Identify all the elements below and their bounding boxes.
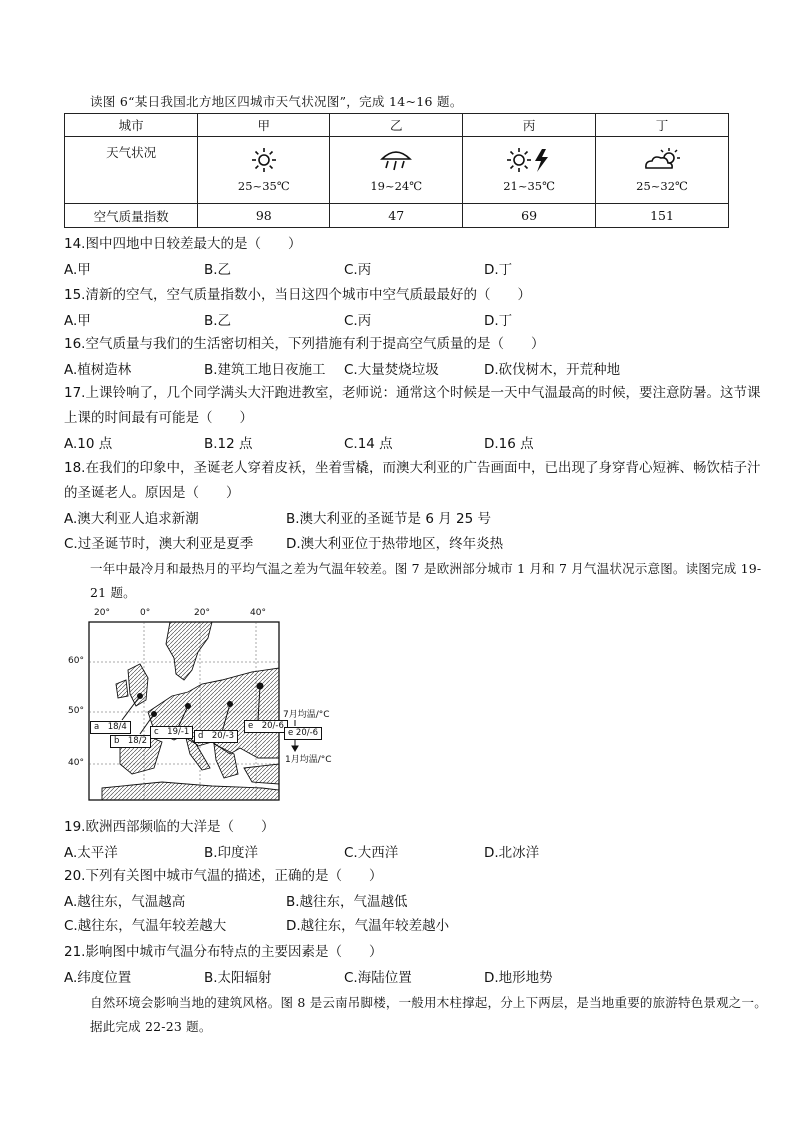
- header-city: 城市: [65, 114, 198, 137]
- q14-option-b[interactable]: B.乙: [204, 262, 232, 278]
- q19-option-a[interactable]: A.太平洋: [64, 845, 118, 861]
- q18-option-d[interactable]: D.澳大利亚位于热带地区，终年炎热: [286, 536, 504, 552]
- city-jia: 甲: [198, 114, 330, 137]
- city-label-c: c 19/-1: [150, 726, 193, 739]
- q18-option-c[interactable]: C.过圣诞节时，澳大利亚是夏季: [64, 536, 254, 552]
- lon-label-40e: 40°: [250, 608, 266, 618]
- q19-option-c[interactable]: C.大西洋: [344, 845, 399, 861]
- sun-thunder-icon: [506, 147, 552, 173]
- q16-option-c[interactable]: C.大量焚烧垃圾: [344, 362, 439, 378]
- q16-option-d[interactable]: D.砍伐树木，开荒种地: [484, 362, 621, 378]
- sunny-icon: [251, 147, 277, 173]
- q19-option-b[interactable]: B.印度洋: [204, 845, 259, 861]
- q20-option-a[interactable]: A.越往东，气温越高: [64, 894, 186, 910]
- lat-label-60: 60°: [68, 656, 84, 666]
- q17-option-b[interactable]: B.12 点: [204, 436, 253, 452]
- city-label-b: b 18/2: [110, 735, 151, 748]
- q18-option-a[interactable]: A.澳大利亚人追求新潮: [64, 511, 199, 527]
- q16-option-a[interactable]: A.植树造林: [64, 362, 132, 378]
- partly-cloudy-icon: [642, 147, 682, 173]
- aqi-ding: 151: [596, 204, 729, 228]
- q18-option-b[interactable]: B.澳大利亚的圣诞节是 6 月 25 号: [286, 511, 491, 527]
- q17-option-c[interactable]: C.14 点: [344, 436, 393, 452]
- aqi-yi: 47: [330, 204, 463, 228]
- q14-stem: 14.图中四地中日较差最大的是（ ）: [64, 236, 302, 252]
- q15-option-d[interactable]: D.丁: [484, 313, 513, 329]
- q21-options: [64, 966, 764, 988]
- city-label-d: d 20/-3: [194, 730, 238, 743]
- temp-jia: 25~35℃: [237, 179, 290, 193]
- q17-option-a[interactable]: A.10 点: [64, 436, 113, 452]
- temp-ding: 25~32℃: [636, 179, 688, 193]
- q20-options-row2: [64, 914, 764, 936]
- temp-yi: 19~24℃: [370, 179, 423, 193]
- q20-options-row1: [64, 890, 764, 912]
- legend-jan-label: 1月均温/°C: [285, 755, 332, 765]
- q14-option-a[interactable]: A.甲: [64, 262, 91, 278]
- q20-stem: 20.下列有关图中城市气温的描述，正确的是（ ）: [64, 868, 383, 884]
- q18-stem: 18.在我们的印象中，圣诞老人穿着皮袄，坐着雪橇，而澳大利亚的广告画面中，已出现了身穿背心短裤、畅饮桔子汁的圣诞老人。原因是（ ）: [64, 460, 761, 501]
- weather-cell-jia: [198, 137, 330, 204]
- city-yi: 乙: [330, 114, 463, 137]
- weather-cell-bing: [463, 137, 596, 204]
- q14-options: [64, 258, 764, 280]
- lon-label-0: 0°: [140, 608, 151, 618]
- q16-stem: 16.空气质量与我们的生活密切相关，下列措施有利于提高空气质量的是（ ）: [64, 336, 545, 352]
- aqi-label: 空气质量指数: [65, 204, 198, 228]
- legend-july-label: 7月均温/°C: [283, 710, 330, 720]
- temp-bing: 21~35℃: [503, 179, 555, 193]
- city-label-e: e 20/-6: [244, 720, 288, 733]
- q15-options: [64, 309, 764, 331]
- weather-intro: 读图 6“某日我国北方地区四城市天气状况图”，完成 14~16 题。: [90, 94, 463, 109]
- q16-options: [64, 358, 764, 380]
- weather-cell-yi: [330, 137, 463, 204]
- q17-stem: 17.上课铃响了，几个同学满头大汗跑进教室，老师说：通常这个时候是一天中气温最高的时候，要注意防暑。这节课上课的时间最有可能是（ ）: [64, 385, 761, 426]
- q19-option-d[interactable]: D.北冰洋: [484, 845, 540, 861]
- q15-option-b[interactable]: B.乙: [204, 313, 232, 329]
- q16-option-b[interactable]: B.建筑工地日夜施工: [204, 362, 326, 378]
- lat-label-50: 50°: [68, 706, 84, 716]
- house-intro: 自然环境会影响当地的建筑风格。图 8 是云南吊脚楼，一般用木柱撑起，分上下两层，是当地重要的旅游特色景观之一。据此完成 22-23 题。: [90, 995, 767, 1034]
- europe-temperature-map: [62, 608, 362, 803]
- europe-intro: 一年中最冷月和最热月的平均气温之差为气温年较差。图 7 是欧洲部分城市 1 月和 7 月气温状况示意图。读图完成 19-21 题。: [90, 561, 762, 600]
- q21-stem: 21.影响图中城市气温分布特点的主要因素是（ ）: [64, 944, 383, 960]
- q15-stem: 15.清新的空气，空气质量指数小，当日这四个城市中空气质最最好的（ ）: [64, 287, 531, 303]
- q18-options-row1: [64, 507, 764, 529]
- weather-cell-ding: [596, 137, 729, 204]
- weather-table: [64, 113, 729, 228]
- map-drawing: [62, 608, 362, 803]
- q15-option-c[interactable]: C.丙: [344, 313, 372, 329]
- city-label-a: a 18/4: [90, 721, 131, 734]
- aqi-bing: 69: [463, 204, 596, 228]
- lon-label-20w: 20°: [94, 608, 110, 618]
- aqi-jia: 98: [198, 204, 330, 228]
- legend-sample-box: e 20/-6: [284, 727, 322, 740]
- q21-option-a[interactable]: A.纬度位置: [64, 970, 132, 986]
- q20-option-c[interactable]: C.越往东，气温年较差越大: [64, 918, 227, 934]
- rain-icon: [378, 147, 414, 173]
- city-bing: 丙: [463, 114, 596, 137]
- q18-options-row2: [64, 532, 764, 554]
- lon-label-20e: 20°: [194, 608, 210, 618]
- weather-label: 天气状况: [65, 137, 198, 204]
- q15-option-a[interactable]: A.甲: [64, 313, 91, 329]
- lat-label-40: 40°: [68, 758, 84, 768]
- city-ding: 丁: [596, 114, 729, 137]
- q14-option-d[interactable]: D.丁: [484, 262, 513, 278]
- q17-options: [64, 432, 764, 454]
- q20-option-d[interactable]: D.越往东，气温年较差越小: [286, 918, 450, 934]
- q19-stem: 19.欧洲西部频临的大洋是（ ）: [64, 819, 275, 835]
- q21-option-c[interactable]: C.海陆位置: [344, 970, 412, 986]
- q21-option-b[interactable]: B.太阳辐射: [204, 970, 272, 986]
- q21-option-d[interactable]: D.地形地势: [484, 970, 553, 986]
- q14-option-c[interactable]: C.丙: [344, 262, 372, 278]
- q19-options: [64, 841, 764, 863]
- q20-option-b[interactable]: B.越往东，气温越低: [286, 894, 408, 910]
- q17-option-d[interactable]: D.16 点: [484, 436, 534, 452]
